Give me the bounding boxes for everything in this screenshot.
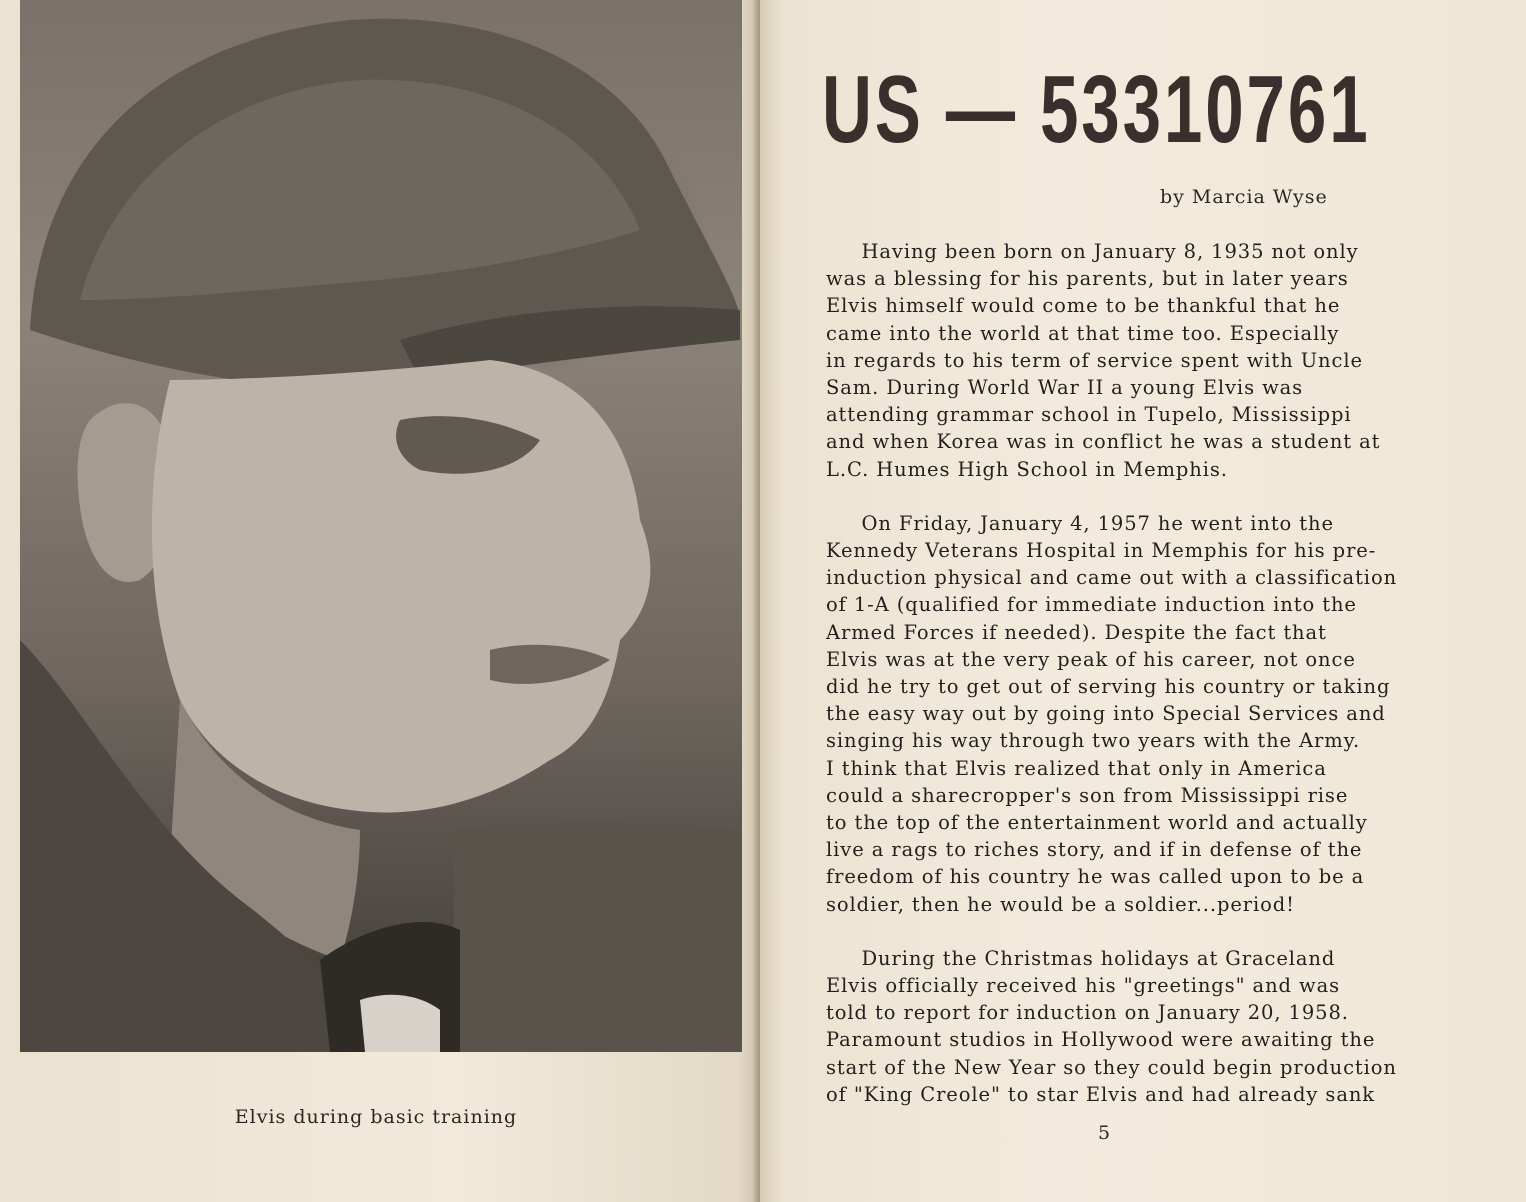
text-line: attending grammar school in Tupelo, Mississippi (826, 403, 1352, 427)
text-line: Kennedy Veterans Hospital in Memphis for his pre- (826, 539, 1377, 563)
text-line: to the top of the entertainment world and actually (826, 811, 1368, 835)
paragraph (826, 945, 1466, 1108)
text-line: Paramount studios in Hollywood were awaiting the (826, 1028, 1376, 1052)
page-number: 5 (1098, 1122, 1111, 1144)
paragraph (826, 238, 1466, 483)
text-line: was a blessing for his parents, but in later years (826, 267, 1349, 291)
text-line: start of the New Year so they could begin production (826, 1055, 1397, 1079)
text-line: Elvis himself would come to be thankful that he (826, 294, 1341, 318)
text-line: induction physical and came out with a classification (826, 566, 1398, 590)
photo-caption: Elvis during basic training (234, 1106, 518, 1128)
text-line: L.C. Humes High School in Memphis. (826, 457, 1228, 481)
portrait-illustration (20, 0, 742, 1052)
text-line: could a sharecropper's son from Mississippi rise (826, 783, 1349, 807)
text-line: told to report for induction on January 20, 1958. (826, 1001, 1349, 1025)
paragraph (826, 510, 1466, 918)
article-headline: US — 53310761 (822, 56, 1371, 163)
text-line: freedom of his country he was called upon to be a (826, 865, 1365, 889)
text-line: came into the world at that time too. Especially (826, 321, 1340, 345)
article-body (826, 238, 1466, 1135)
text-line: soldier, then he would be a soldier...period! (826, 892, 1295, 916)
text-line: Elvis officially received his "greetings" and was (826, 974, 1341, 998)
text-line: the easy way out by going into Special Services and (826, 702, 1386, 726)
text-line: live a rags to riches story, and if in defense of the (826, 838, 1363, 862)
text-line: On Friday, January 4, 1957 he went into the (826, 511, 1334, 535)
text-line: of "King Creole" to star Elvis and had already sank (826, 1082, 1376, 1106)
text-line: During the Christmas holidays at Graceland (826, 946, 1336, 970)
text-line: I think that Elvis realized that only in America (826, 756, 1327, 780)
text-line: Armed Forces if needed). Despite the fact that (826, 620, 1327, 644)
soldier-portrait-photo (20, 0, 742, 1052)
left-page (0, 0, 760, 1202)
text-line: and when Korea was in conflict he was a student at (826, 430, 1381, 454)
text-line: in regards to his term of service spent with Uncle (826, 348, 1363, 372)
text-line: Elvis was at the very peak of his career, not once (826, 647, 1356, 671)
text-line: did he try to get out of serving his country or taking (826, 675, 1391, 699)
text-line: singing his way through two years with the Army. (826, 729, 1361, 753)
text-line: Sam. During World War II a young Elvis was (826, 376, 1304, 400)
article-byline: by Marcia Wyse (1160, 186, 1328, 208)
text-line: of 1-A (qualified for immediate induction into the (826, 593, 1357, 617)
text-line: Having been born on January 8, 1935 not only (826, 240, 1359, 263)
